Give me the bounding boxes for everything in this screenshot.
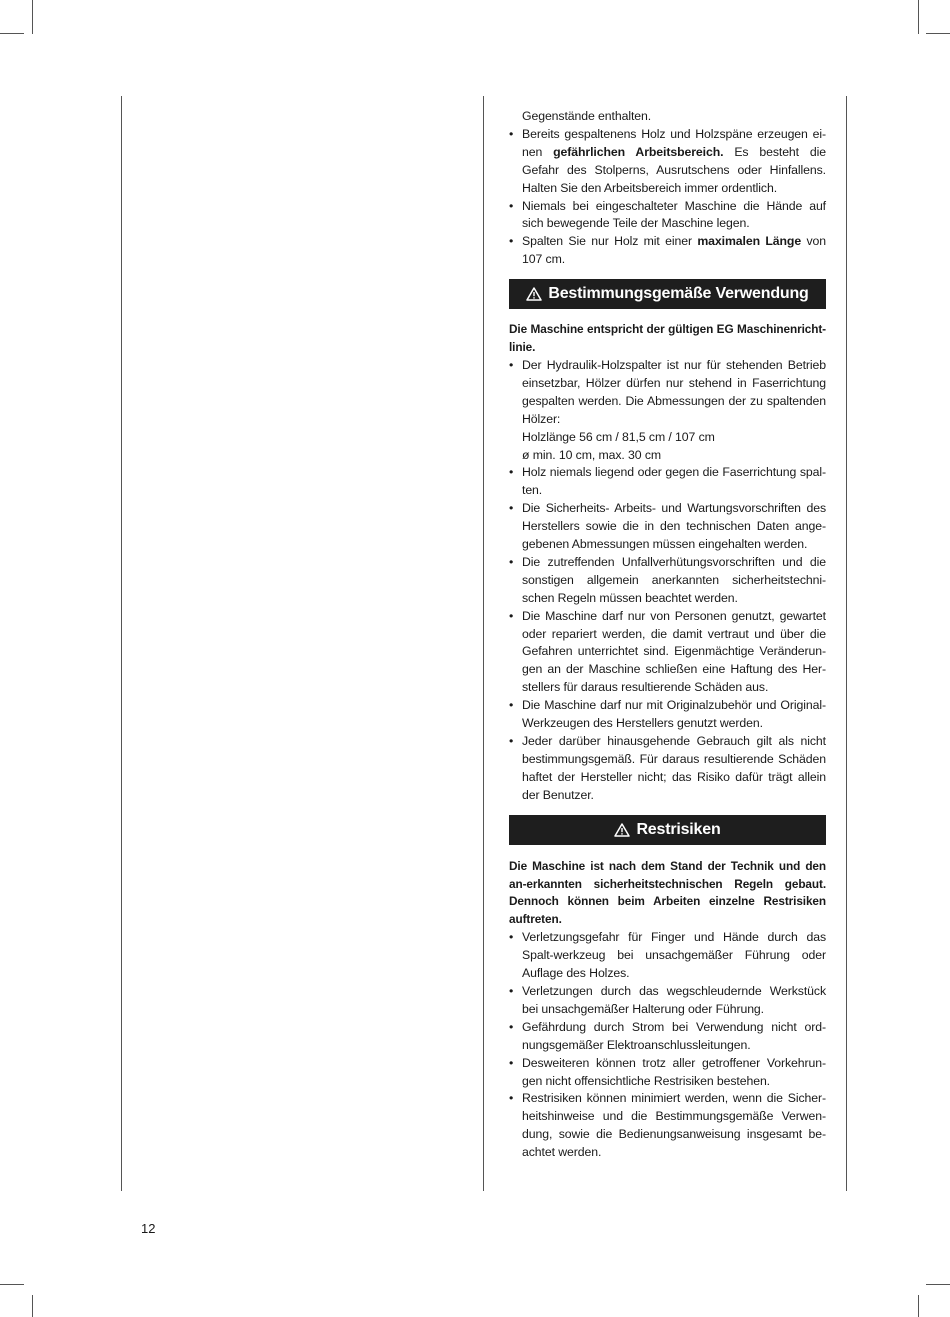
list-item: • Bereits gespaltenens Holz und Holzspäne erzeugen ei-nen gefährlichen Arbeitsbereich. Es besteht die Gefahr des Stolperns, Ausrutschens oder Hinfallens. Halten Sie den Arbeitsbereich immer ordentlich. <box>509 126 826 198</box>
warning-triangle-icon <box>614 823 630 837</box>
column-rule-right <box>846 96 847 1191</box>
crop-mark <box>0 33 24 34</box>
list-item: • Restrisiken können minimiert werden, wenn die Sicher-heitshinweise und die Bestimmungsgemäße Verwen-dung, sowie die Bedienungsanweisung insgesamt be-achtet werden. <box>509 1090 826 1162</box>
list-item: • Holz niemals liegend oder gegen die Faserrichtung spal-ten. <box>509 464 826 500</box>
list-item: • Die Maschine darf nur mit Originalzubehör und Original-Werkzeugen des Herstellers genutzt werden. <box>509 697 826 733</box>
column-rule-left <box>121 96 122 1191</box>
list-item: • Gefährdung durch Strom bei Verwendung nicht ord-nungsgemäßer Elektroanschlussleitungen. <box>509 1019 826 1055</box>
warning-triangle-icon <box>526 287 542 301</box>
list-item: • Spalten Sie nur Holz mit einer maximalen Länge von 107 cm. <box>509 233 826 269</box>
section-heading-intended-use: Bestimmungsgemäße Verwendung <box>509 279 826 309</box>
crop-mark <box>926 33 950 34</box>
list-item: • Die zutreffenden Unfallverhütungsvorschriften und die sonstigen allgemein anerkannten sicherheitstechni-schen Regeln müssen beachtet werden. <box>509 554 826 608</box>
list-item: • Desweiteren können trotz aller getroffener Vorkehrun-gen nicht offensichtliche Restrisiken bestehen. <box>509 1055 826 1091</box>
crop-mark <box>32 0 33 34</box>
list-item: • Jeder darüber hinausgehende Gebrauch gilt als nicht bestimmungsgemäß. Für daraus resultierende Schäden haftet der Hersteller nicht; das Risiko dafür trägt allein der Benutzer. <box>509 733 826 805</box>
intended-use-list <box>509 357 826 805</box>
crop-mark <box>918 0 919 34</box>
list-item: • Niemals bei eingeschalteter Maschine die Hände auf sich bewegende Teile der Maschine legen. <box>509 198 826 234</box>
list-item: • Die Maschine darf nur von Personen genutzt, gewartet oder repariert werden, die damit vertraut und über die Gefahren unterrichtet sind. Eigenmächtige Veränderun-gen an der Maschine schließen eine Haftung des Her-stellers für daraus resultierende Schäden aus. <box>509 608 826 698</box>
safety-bullet-list <box>509 126 826 269</box>
column-rule-middle <box>483 96 484 1191</box>
crop-mark <box>918 1295 919 1317</box>
crop-mark <box>32 1295 33 1317</box>
list-item: • Verletzungsgefahr für Finger und Hände durch das Spalt-werkzeug bei unsachgemäßer Führung oder Auflage des Holzes. <box>509 929 826 983</box>
list-item: • Der Hydraulik-Holzspalter ist nur für stehenden Betrieb einsetzbar, Hölzer dürfen nur stehend in Faserrichtung gespalten werden. Die Abmessungen der zu spaltenden Hölzer: Holzlänge 56 cm / 81,5 cm / 107 cm ø min. 10 cm, max. 30 cm <box>509 357 826 464</box>
section-intro: Die Maschine ist nach dem Stand der Technik und den an-erkannten sicherheitstechnischen Regeln gebaut. Dennoch können beim Arbeiten einzelne Restrisiken auftreten. <box>509 858 826 927</box>
continued-text: Gegenstände enthalten. <box>522 109 652 123</box>
list-item: • Verletzungen durch das wegschleudernde Werkstück bei unsachgemäßer Halterung oder Führung. <box>509 983 826 1019</box>
crop-mark <box>0 1284 24 1285</box>
text-column <box>509 108 826 1162</box>
crop-mark <box>926 1284 950 1285</box>
list-item: • Die Sicherheits- Arbeits- und Wartungsvorschriften des Herstellers sowie die in den technischen Daten ange-gebenen Abmessungen müssen eingehalten werden. <box>509 500 826 554</box>
section-intro: Die Maschine entspricht der gültigen EG Maschinenricht-linie. <box>509 322 826 355</box>
page-number: 12 <box>141 1221 156 1236</box>
residual-risks-list <box>509 929 826 1162</box>
section-heading-residual-risks: Restrisiken <box>509 815 826 845</box>
